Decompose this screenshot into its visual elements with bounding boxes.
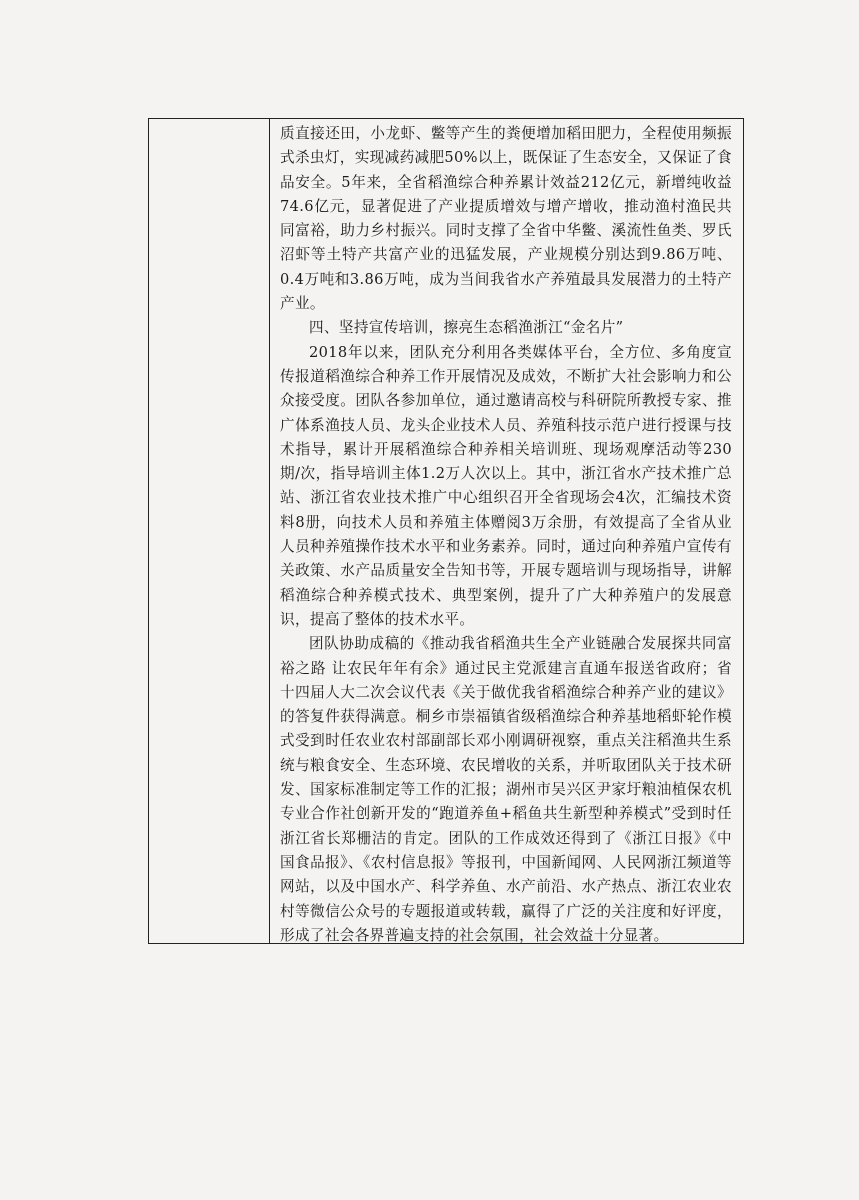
section-heading: 四、坚持宣传培训，擦亮生态稻渔浙江“金名片” [309,319,624,337]
form-table [148,118,744,944]
table-label-column [149,119,270,943]
body-paragraph: 2018年以来，团队充分利用各类媒体平台，全方位、多角度宣传报道稻渔综合种养工作开展情况及成效，不断扩大社会影响力和公众接受度。团队各参加单位，通过邀请高校与科研院所教授专家、推广体系渔技人员、龙头企业技术人员、养殖科技示范户进行授课与技术指导，累计开展稻渔综合种养相关培训班、现场观摩活动等230期/次，指导培训主体1.2万人次以上。其中，浙江省水产技术推广总站、浙江省农业技术推广中心组织召开全省现场会4次，汇编技术资料8册，向技术人员和养殖主体赠阅3万余册，有效提高了全省从业人员种养殖操作技术水平和业务素养。同时，通过向种养殖户宣传有关政策、水产品质量安全告知书等，开展专题培训与现场指导，讲解稻渔综合种养模式技术、典型案例，提升了广大种养殖户的发展意识，提高了整体的技术水平。 [280,343,732,628]
continued-paragraph: 质直接还田，小龙虾、鳖等产生的粪便增加稻田肥力，全程使用频振式杀虫灯，实现减药减肥50%以上，既保证了生态安全，又保证了食品安全。5年来，全省稻渔综合种养累计效益212亿元，新增纯收益74.6亿元，显著促进了产业提质增效与增产增收，推动渔村渔民共同富裕，助力乡村振兴。同时支撑了全省中华鳖、溪流性鱼类、罗氏沼虾等土特产共富产业的迅猛发展，产业规模分别达到9.86万吨、0.4万吨和3.86万吨，成为当间我省水产养殖最具发展潜力的土特产产业。 [280,125,732,313]
body-paragraph: 团队协助成稿的《推动我省稻渔共生全产业链融合发展探共同富裕之路 让农民年年有余》通过民主党派建言直通车报送省政府；省十四届人大二次会议代表《关于做优我省稻渔综合种养产业的建议》的答复件获得满意。桐乡市崇福镇省级稻渔综合种养基地稻虾轮作模式受到时任农业农村部副部长邓小刚调研视察，重点关注稻渔共生系统与粮食安全、生态环境、农民增收的关系，并听取团队关于技术研发、国家标准制定等工作的汇报；湖州市吴兴区尹家圩粮油植保农机专业合作社创新开发的“跑道养鱼+稻鱼共生新型种养模式”受到时任浙江省长郑栅洁的肯定。团队的工作成效还得到了《浙江日报》《中国食品报》、《农村信息报》等报刊，中国新闻网、人民网浙江频道等网站，以及中国水产、科学养鱼、水产前沿、水产热点、浙江农业农村等微信公众号的专题报道或转载，赢得了广泛的关注度和好评度，形成了社会各界普遍支持的社会氛围，社会效益十分显著。 [280,635,732,944]
table-content-cell [280,122,732,948]
